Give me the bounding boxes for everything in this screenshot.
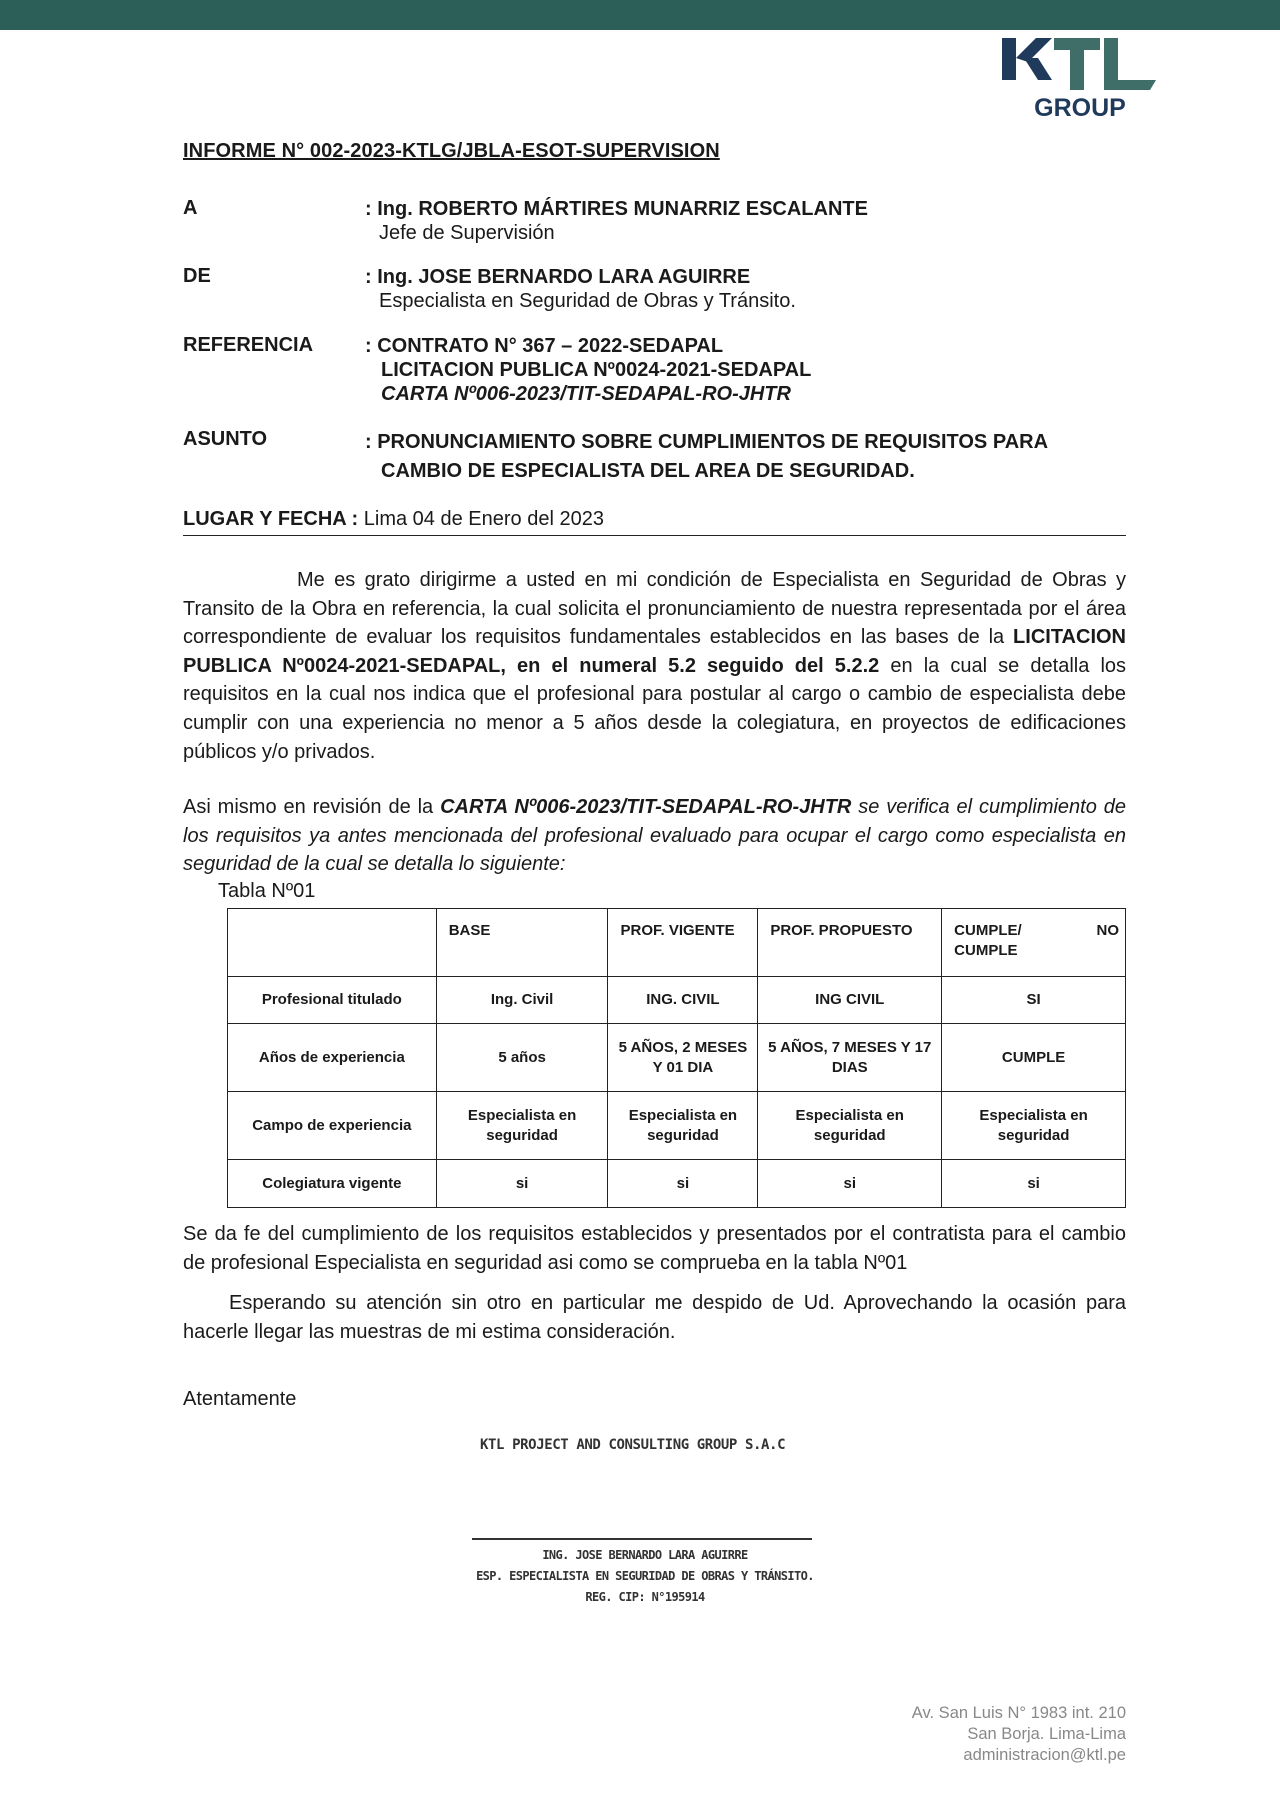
table-header-cell (228, 909, 437, 977)
signature-company: KTL PROJECT AND CONSULTING GROUP S.A.C (480, 1437, 786, 1453)
reference-letter: CARTA Nº006-2023/TIT-SEDAPAL-RO-JHTR (381, 383, 791, 405)
table-cell: Especialista en seguridad (436, 1092, 608, 1160)
place-date (183, 508, 1126, 536)
cumple-label-2: CUMPLE (954, 942, 1018, 959)
paragraph-1-c: en la cual se detalla los requisitos en la cual nos indica que el profesional para postular al cargo o cambio de especialista debe cumplir con una experiencia no menor a 5 años desde la colegiatura, en proyectos de edificaciones públicos y/o privados. (183, 654, 1127, 763)
paragraph-1-bold: LICITACION PUBLICA Nº0024-2021-SEDAPAL, en el numeral 5.2 seguido del 5.2.2 (183, 626, 1126, 677)
field-to-name: : Ing. ROBERTO MÁRTIRES MUNARRIZ ESCALANTE (365, 198, 868, 220)
subject-line-2: CAMBIO DE ESPECIALISTA DEL AREA DE SEGURIDAD. (381, 460, 915, 482)
reference-contract: : CONTRATO N° 367 – 2022-SEDAPAL (365, 335, 724, 357)
cumple-label: CUMPLE/ (954, 922, 1022, 939)
subject-line-1: : PRONUNCIAMIENTO SOBRE CUMPLIMIENTOS DE REQUISITOS PARA (365, 431, 1049, 453)
signature-line (472, 1538, 812, 1540)
place-date-value: Lima 04 de Enero del 2023 (358, 508, 604, 530)
table-cell: 5 años (436, 1024, 608, 1092)
table-cell: si (436, 1160, 608, 1208)
table-cell: Especialista en seguridad (942, 1092, 1126, 1160)
logo-group-text: GROUP (1034, 94, 1126, 120)
table-cell: SI (942, 977, 1126, 1024)
signature-name: ING. JOSE BERNARDO LARA AGUIRRE (542, 1548, 748, 1562)
table-header-cell: BASE (436, 909, 608, 977)
requirements-table (227, 908, 1126, 1208)
table-cell: ING. CIVIL (608, 977, 758, 1024)
place-date-label: LUGAR Y FECHA : (183, 508, 359, 530)
paragraph-4: Esperando su atención sin otro en particular me despido de Ud. Aprovechando la ocasión para hacerle llegar las muestras de mi estima consideración. (183, 1292, 1126, 1343)
table-cell: Campo de experiencia (228, 1092, 437, 1160)
closing-text: Atentamente (183, 1388, 297, 1410)
paragraph-2-a: Asi mismo en revisión de la (183, 796, 441, 818)
paragraph-2 (183, 793, 1126, 879)
signature-reg: REG. CIP: N°195914 (585, 1590, 705, 1604)
field-from-name: : Ing. JOSE BERNARDO LARA AGUIRRE (365, 266, 751, 288)
table-cell: si (758, 1160, 942, 1208)
table-cell: Especialista en seguridad (608, 1092, 758, 1160)
paragraph-2-bold: CARTA Nº006-2023/TIT-SEDAPAL-RO-JHTR (440, 796, 852, 818)
signature-title: ESP. ESPECIALISTA EN SEGURIDAD DE OBRAS Y TRÁNSITO. (476, 1569, 814, 1583)
table-row (228, 977, 1126, 1024)
footer-email[interactable]: administracion@ktl.pe (963, 1746, 1126, 1764)
table-caption: Tabla Nº01 (218, 880, 316, 902)
field-reference-label: REFERENCIA (183, 334, 314, 356)
table-cell: 5 AÑOS, 2 MESES Y 01 DIA (608, 1024, 758, 1092)
field-from-role: Especialista en Seguridad de Obras y Tránsito. (379, 290, 796, 312)
field-to-label: A (183, 197, 198, 219)
table-header-cell: PROF. PROPUESTO (758, 909, 942, 977)
table-cell: ING CIVIL (758, 977, 942, 1024)
table-cell: si (942, 1160, 1126, 1208)
field-from-label: DE (183, 265, 211, 287)
table-cell: 5 AÑOS, 7 MESES Y 17 DIAS (758, 1024, 942, 1092)
signature-block (435, 1545, 855, 1608)
paragraph-2-c: se verifica el cumplimiento de los requisitos ya antes mencionada del profesional evaluado para ocupar el cargo como especialista en seguridad de la cual se detalla lo siguiente: (183, 796, 1126, 876)
table-cell: Colegiatura vigente (228, 1160, 437, 1208)
paragraph-1-a: Me es grato dirigirme a usted en mi condición de Especialista en Seguridad de Obras y Transito de la Obra en referencia, la cual solicita el pronunciamiento de nuestra representada por el área correspondiente de evaluar los requisitos fundamentales establecidos en las bases de la (183, 569, 1126, 649)
table-header-cell: PROF. VIGENTE (608, 909, 758, 977)
reference-tender: LICITACION PUBLICA Nº0024-2021-SEDAPAL (381, 359, 812, 381)
top-color-bar (0, 0, 1280, 30)
field-subject-label: ASUNTO (183, 428, 268, 450)
table-cell: Profesional titulado (228, 977, 437, 1024)
field-to-role: Jefe de Supervisión (379, 222, 555, 244)
table-cell: CUMPLE (942, 1024, 1126, 1092)
footer-address (912, 1703, 1126, 1766)
table-cell: si (608, 1160, 758, 1208)
paragraph-1 (183, 566, 1126, 766)
paragraph-3: Se da fe del cumplimiento de los requisitos establecidos y presentados por el contratista para el cambio de profesional Especialista en seguridad asi como se comprueba en la tabla Nº01 (183, 1223, 1126, 1274)
table-cell: Ing. Civil (436, 977, 608, 1024)
table-cell: Años de experiencia (228, 1024, 437, 1092)
ktl-group-logo (1000, 36, 1160, 120)
table-row (228, 1024, 1126, 1092)
table-header-cell-cumple (942, 909, 1126, 977)
table-header-row (228, 909, 1126, 977)
report-title: INFORME N° 002-2023-KTLG/JBLA-ESOT-SUPERVISION (183, 140, 720, 162)
footer-address-line-2: San Borja. Lima-Lima (967, 1725, 1126, 1743)
table-row (228, 1092, 1126, 1160)
table-cell: Especialista en seguridad (758, 1092, 942, 1160)
footer-address-line-1: Av. San Luis N° 1983 int. 210 (911, 1704, 1126, 1722)
table-row (228, 1160, 1126, 1208)
no-label: NO (1096, 922, 1119, 939)
